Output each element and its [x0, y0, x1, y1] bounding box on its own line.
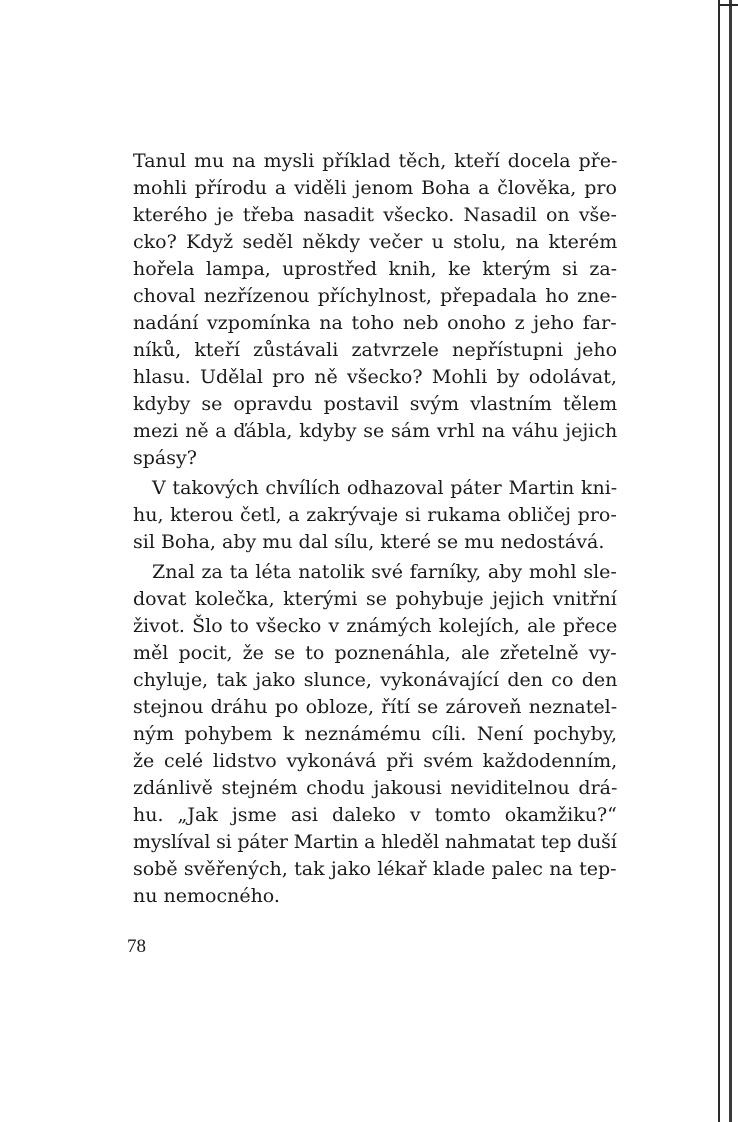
- text-line: hu, kterou četl, a zakrývaje si rukama obličej pro-: [133, 504, 617, 526]
- text-line: cko? Když seděl někdy večer u stolu, na kterém: [133, 231, 618, 253]
- text-line: chyluje, tak jako slunce, vykonávající den co den: [133, 669, 618, 691]
- page-binding-edge-outer: [729, 0, 732, 1122]
- text-line: hu. „Jak jsme asi daleko v tomto okamžiku?“: [133, 804, 617, 826]
- text-line: hlasu. Udělal pro ně všecko? Mohli by odolávat,: [133, 366, 617, 388]
- text-line: dovat kolečka, kterými se pohybuje jejich vnitřní: [133, 588, 617, 610]
- text-line: nu nemocného.: [133, 885, 280, 907]
- text-line: kterého je třeba nasadit všecko. Nasadil on vše-: [133, 204, 617, 226]
- text-line: níků, kteří zůstávali zatvrzele nepřístupni jeho: [133, 339, 618, 361]
- text-line: sil Boha, aby mu dal sílu, které se mu nedostává.: [133, 531, 605, 553]
- page-number: 78: [127, 936, 146, 957]
- text-line: sobě svěřených, tak jako lékař klade palec na tep-: [133, 858, 617, 880]
- text-line: zdánlivě stejném chodu jakousi neviditelnou drá-: [133, 777, 618, 799]
- text-line: kdyby se opravdu postavil svým vlastním tělem: [133, 393, 618, 415]
- text-line: Tanul mu na mysli příklad těch, kteří docela pře-: [133, 150, 618, 172]
- text-line: myslíval si páter Martin a hleděl nahmatat tep duší: [133, 831, 617, 853]
- page-binding-edge: [718, 0, 720, 1122]
- text-line: spásy?: [133, 447, 197, 469]
- text-line: hořela lampa, uprostřed knih, ke kterým si za-: [133, 258, 618, 280]
- text-line: život. Šlo to všecko v známých kolejích, ale přece: [133, 615, 618, 637]
- text-line: že celé lidstvo vykonává při svém každodenním,: [133, 750, 618, 772]
- text-line: Znal za ta léta natolik své farníky, aby mohl sle-: [152, 561, 617, 583]
- text-line: mezi ně a ďábla, kdyby se sám vrhl na váhu jejich: [133, 420, 618, 442]
- page-corner-mark: [718, 4, 738, 6]
- text-line: V takových chvílích odhazoval páter Martin kni-: [152, 477, 618, 499]
- text-line: stejnou dráhu po obloze, řítí se zároveň neznatel-: [133, 696, 618, 718]
- text-line: měl pocit, že se to poznenáhla, ale zřetelně vy-: [133, 642, 617, 664]
- text-line: ným pohybem k neznámému cíli. Není pochyby,: [133, 723, 618, 745]
- text-line: nadání vzpomínka na toho neb onoho z jeho far-: [133, 312, 617, 334]
- text-line: choval nezřízenou příchylnost, přepadala ho zne-: [133, 285, 618, 307]
- text-line: mohli přírodu a viděli jenom Boha a člověka, pro: [133, 177, 617, 199]
